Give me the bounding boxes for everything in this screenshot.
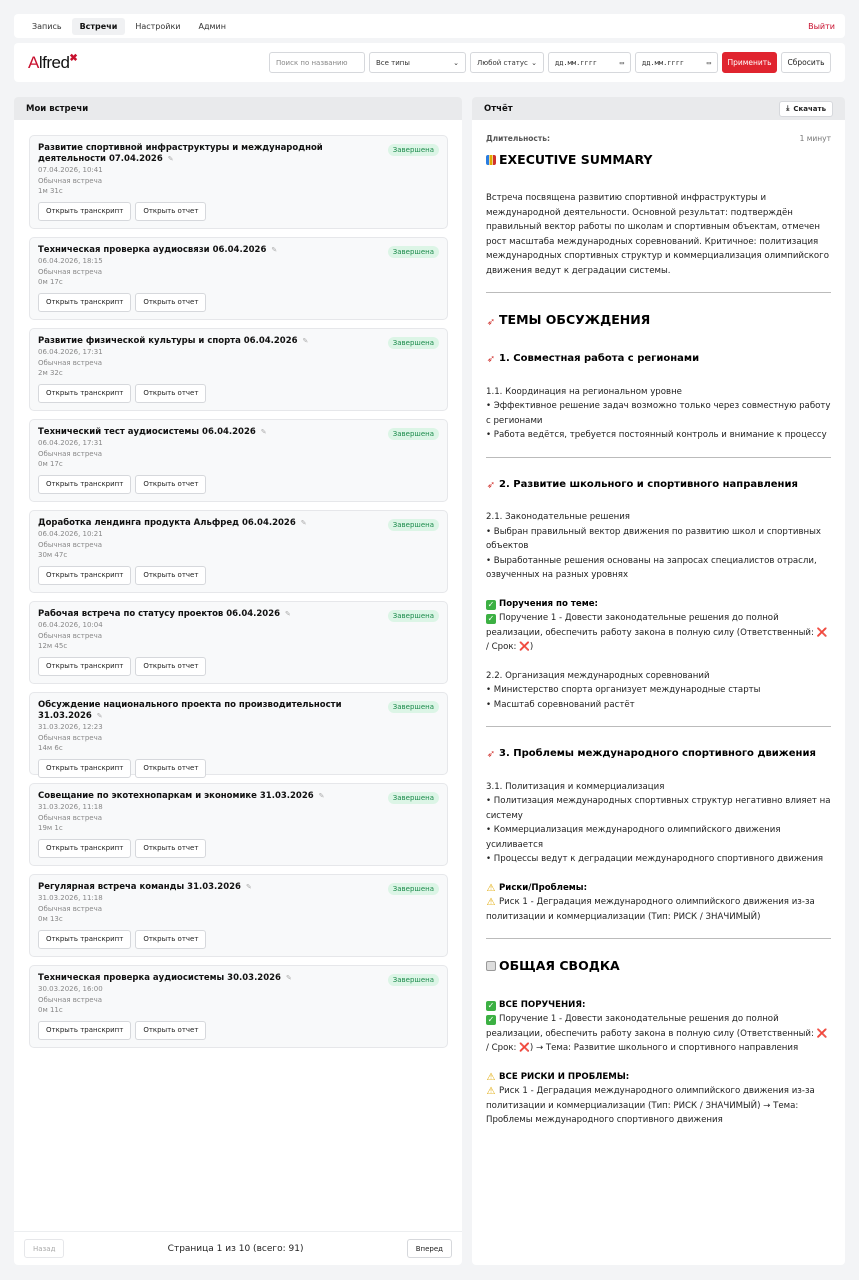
chevron-down-icon: ⌄: [531, 58, 537, 67]
duration-label: Длительность:: [486, 134, 550, 143]
open-transcript-button[interactable]: Открыть транскрипт: [38, 759, 131, 778]
meeting-type: Обычная встреча: [38, 176, 103, 185]
meeting-title[interactable]: [38, 973, 373, 984]
meeting-date: 06.04.2026, 18:15: [38, 257, 103, 265]
download-button[interactable]: [779, 101, 833, 117]
pin-icon: ➶: [486, 479, 496, 491]
report-paragraph: [486, 399, 831, 428]
status-badge: Завершена: [388, 792, 439, 804]
report-paragraph: [486, 881, 831, 896]
logo-mark: ✖: [69, 52, 78, 64]
meeting-type: Обычная встреча: [38, 904, 103, 913]
tab-record[interactable]: Запись: [32, 21, 62, 31]
meeting-type: Обычная встреча: [38, 631, 103, 640]
check-icon: ✓: [487, 614, 495, 623]
report-paragraph: [486, 780, 831, 795]
reset-button[interactable]: Сбросить: [781, 52, 831, 73]
edit-pencil-icon[interactable]: ✎: [271, 246, 278, 254]
report-text: Риск 1 - Деградация международного олимпийского движения из-за политизации и коммерциализации (Тип: РИСК / ЗНАЧИМЫЙ): [486, 897, 815, 922]
report-text: Поручения по теме:: [499, 598, 598, 609]
meeting-card: [29, 601, 448, 684]
date-from-value: дд.мм.гггг: [555, 58, 598, 67]
spacer: [486, 583, 831, 597]
open-report-button[interactable]: Открыть отчет: [135, 202, 206, 221]
meeting-duration: 0м 17с: [38, 278, 63, 286]
open-report-button[interactable]: Открыть отчет: [135, 293, 206, 312]
meeting-duration: 0м 11с: [38, 1006, 63, 1014]
meeting-type: Обычная встреча: [38, 358, 103, 367]
report-text: • Процессы ведут к деградации международного спортивного движения: [486, 854, 824, 864]
status-select-value: Любой статус: [477, 58, 528, 67]
meeting-list: [14, 120, 462, 1048]
meeting-actions: [38, 930, 439, 949]
report-paragraph: [486, 998, 831, 1013]
meeting-date: 31.03.2026, 11:18: [38, 803, 103, 811]
meeting-type: Обычная встреча: [38, 540, 103, 549]
logout-link[interactable]: Выйти: [808, 21, 835, 31]
open-report-button[interactable]: Открыть отчет: [135, 475, 206, 494]
check-icon: ✓: [487, 1015, 495, 1024]
calendar-icon[interactable]: ▭: [706, 58, 711, 67]
edit-pencil-icon[interactable]: ✎: [318, 792, 325, 800]
warning-icon: ⚠: [486, 897, 496, 908]
meeting-title-text: Технический тест аудиосистемы 06.04.2026: [38, 427, 256, 437]
logo-letter: A: [28, 52, 39, 72]
report-panel: [472, 97, 845, 1265]
status-badge: Завершена: [388, 428, 439, 440]
report-header: [472, 97, 845, 120]
meeting-date: 06.04.2026, 17:31: [38, 348, 103, 356]
meeting-card: [29, 135, 448, 229]
edit-pencil-icon[interactable]: ✎: [285, 610, 291, 618]
open-report-button[interactable]: Открыть отчет: [135, 566, 206, 585]
meeting-actions: [38, 566, 439, 585]
report-text: 2.1. Законодательные решения: [486, 512, 630, 522]
meeting-duration: 0м 17с: [38, 460, 63, 468]
meeting-duration: 0м 13с: [38, 915, 63, 923]
status-badge: Завершена: [388, 337, 439, 349]
report-paragraph: [486, 611, 831, 655]
topic-heading: [486, 747, 831, 762]
status-badge: Завершена: [388, 701, 439, 713]
meeting-title[interactable]: [38, 882, 373, 893]
report-paragraph: [486, 895, 831, 924]
open-report-button[interactable]: Открыть отчет: [135, 384, 206, 403]
download-icon: ⤓: [786, 104, 790, 112]
edit-pencil-icon[interactable]: ✎: [285, 974, 292, 982]
report-text: • Работа ведётся, требуется постоянный контроль и внимание к процессу: [486, 430, 827, 440]
meeting-actions: [38, 839, 439, 858]
pin-icon: ➶: [486, 317, 496, 328]
check-icon: ✓: [487, 1000, 495, 1010]
section-heading: [486, 313, 831, 328]
tab-meetings[interactable]: Встречи: [72, 18, 126, 35]
meeting-title[interactable]: [38, 609, 373, 620]
warning-icon: ⚠: [486, 882, 496, 894]
report-text: 2.2. Организация международных соревнований: [486, 670, 710, 681]
meeting-title[interactable]: [38, 336, 373, 347]
report-paragraph: [486, 554, 831, 583]
status-badge: Завершена: [388, 246, 439, 258]
status-badge: Завершена: [388, 974, 439, 986]
spacer: [486, 1056, 831, 1070]
report-text: 3. Проблемы международного спортивного движения: [499, 748, 816, 759]
download-label: Скачать: [793, 104, 826, 113]
meeting-date: 06.04.2026, 10:21: [38, 530, 103, 538]
open-transcript-button[interactable]: Открыть транскрипт: [38, 1021, 131, 1040]
report-paragraph: [486, 191, 831, 278]
edit-pencil-icon[interactable]: ✎: [96, 712, 103, 720]
report-paragraph: [486, 698, 831, 713]
meeting-title[interactable]: [38, 427, 373, 438]
meeting-date: 30.03.2026, 16:00: [38, 985, 103, 993]
edit-pencil-icon[interactable]: ✎: [300, 519, 307, 527]
report-paragraph: [486, 1084, 831, 1128]
meetings-panel-title: Мои встречи: [14, 97, 462, 120]
report-text: • Политизация международных спортивных структур негативно влияет на систему: [486, 796, 831, 821]
pin-icon: ➶: [486, 354, 496, 365]
report-text: 3.1. Политизация и коммерциализация: [486, 781, 665, 792]
meeting-title-text: Обсуждение национального проекта по производительности 31.03.2026: [38, 700, 342, 721]
memo-icon: [486, 961, 496, 971]
open-report-button[interactable]: Открыть отчет: [135, 930, 206, 949]
report-text: ВСЕ ПОРУЧЕНИЯ:: [499, 999, 586, 1010]
report-text: 2. Развитие школьного и спортивного направления: [499, 478, 798, 490]
next-page-button[interactable]: Вперед: [407, 1239, 452, 1258]
section-heading: [486, 959, 831, 974]
meeting-title[interactable]: [38, 700, 373, 722]
meetings-panel: [14, 97, 462, 1265]
open-transcript-button[interactable]: Открыть транскрипт: [38, 930, 131, 949]
open-report-button[interactable]: Открыть отчет: [135, 839, 206, 858]
report-text: Риски/Проблемы:: [499, 882, 588, 893]
spacer: [486, 867, 831, 881]
report-paragraph: [486, 597, 831, 612]
logo: [28, 53, 77, 73]
report-text: 1.1. Координация на региональном уровне: [486, 386, 682, 397]
meeting-card: [29, 510, 448, 593]
meeting-type: Обычная встреча: [38, 449, 103, 458]
report-text: 1. Совместная работа с регионами: [499, 353, 700, 364]
report-paragraph: [486, 428, 831, 443]
date-to-value: дд.мм.гггг: [642, 58, 685, 67]
meeting-title-text: Совещание по экотехнопаркам и экономике 31.03.2026: [38, 791, 314, 801]
edit-pencil-icon[interactable]: ✎: [302, 337, 309, 345]
meeting-card: [29, 419, 448, 502]
open-transcript-button[interactable]: Открыть транскрипт: [38, 293, 131, 312]
filters: [269, 52, 831, 73]
meeting-actions: [38, 657, 439, 676]
report-text: Встреча посвящена развитию спортивной инфраструктуры и международной деятельности. Основной результат: подтверждён правильный вектор работы по школам и спортивным объектам, отмечен рост масштаба международных соревнований. Критичное: политизация международных спортивных структур и коммерциализация олимпийского движения ведут к деградации системы.: [486, 193, 829, 276]
edit-pencil-icon[interactable]: ✎: [167, 155, 174, 163]
report-text: • Выработанные решения основаны на запросах специалистов отрасли, озвученных на разных уровнях: [486, 555, 817, 580]
apply-button[interactable]: Применить: [722, 52, 777, 73]
tab-settings[interactable]: Настройки: [135, 21, 181, 31]
report-text: • Коммерциализация международного олимпийского движения усиливается: [486, 825, 781, 850]
status-badge: Завершена: [388, 144, 439, 156]
report-paragraph: [486, 852, 831, 867]
open-transcript-button[interactable]: Открыть транскрипт: [38, 839, 131, 858]
meeting-date: 06.04.2026, 17:31: [38, 439, 103, 447]
meeting-title-text: Развитие физической культуры и спорта 06.04.2026: [38, 336, 298, 346]
meeting-actions: [38, 293, 439, 312]
report-paragraph: [486, 823, 831, 852]
calendar-icon[interactable]: ▭: [619, 58, 624, 67]
type-select-value: Все типы: [376, 58, 410, 67]
meeting-card: [29, 237, 448, 320]
report-text: • Эффективное решение задач возможно только через совместную работу с регионами: [486, 401, 831, 426]
meeting-title-text: Техническая проверка аудиосвязи 06.04.2026: [38, 245, 267, 255]
status-badge: Завершена: [388, 883, 439, 895]
meeting-title-text: Техническая проверка аудиосистемы 30.03.2026: [38, 973, 281, 983]
meeting-actions: [38, 759, 439, 778]
divider: [486, 726, 831, 727]
report-text: • Министерство спорта организует международные старты: [486, 685, 761, 695]
report-text: ТЕМЫ ОБСУЖДЕНИЯ: [499, 312, 651, 327]
meeting-actions: [38, 202, 439, 221]
report-paragraph: [486, 385, 831, 400]
page-info: Страница 1 из 10 (всего: 91): [167, 1243, 304, 1254]
date-to-input[interactable]: [635, 52, 718, 73]
report-title: Отчёт: [484, 103, 513, 114]
meeting-duration: 19м 1с: [38, 824, 63, 832]
meeting-duration: 1м 31с: [38, 187, 63, 195]
report-text: EXECUTIVE SUMMARY: [499, 151, 653, 167]
report-content: [472, 120, 845, 1140]
meeting-card: [29, 783, 448, 866]
meeting-title[interactable]: [38, 791, 373, 802]
meeting-type: Обычная встреча: [38, 733, 103, 742]
meeting-duration: 30м 47с: [38, 551, 68, 559]
edit-pencil-icon[interactable]: ✎: [245, 883, 252, 891]
meeting-actions: [38, 384, 439, 403]
meeting-actions: [38, 475, 439, 494]
warning-icon: ⚠: [486, 1071, 496, 1083]
meeting-title[interactable]: [38, 245, 373, 256]
meeting-card: [29, 328, 448, 411]
report-paragraph: [486, 794, 831, 823]
section-heading: [486, 153, 831, 168]
report-text: • Выбран правильный вектор движения по развитию школ и спортивных объектов: [486, 526, 822, 551]
warning-icon: ⚠: [486, 1086, 496, 1097]
meeting-title[interactable]: [38, 143, 373, 165]
report-text: Риск 1 - Деградация международного олимпийского движения из-за политизации и коммерциализации (Тип: РИСК / ЗНАЧИМЫЙ) → Тема: Проблемы международного спортивного движения: [486, 1086, 815, 1125]
report-text: Поручение 1 - Довести законодательные решения до полной реализации, обеспечить работу закона в полную силу (Ответственный: ❌ / Срок: ❌): [486, 613, 828, 652]
pin-icon: ➶: [486, 749, 496, 760]
status-badge: Завершена: [388, 610, 439, 622]
tab-admin[interactable]: Админ: [198, 21, 226, 31]
meeting-title-text: Доработка лендинга продукта Альфред 06.04.2026: [38, 518, 296, 528]
divider: [486, 457, 831, 458]
edit-pencil-icon[interactable]: ✎: [260, 428, 267, 436]
meeting-title-text: Регулярная встреча команды 31.03.2026: [38, 882, 241, 892]
open-report-button[interactable]: Открыть отчет: [135, 1021, 206, 1040]
top-nav: [14, 14, 845, 38]
divider: [486, 292, 831, 293]
check-icon: ✓: [487, 599, 495, 609]
report-paragraph: [486, 510, 831, 525]
meeting-type: Обычная встреча: [38, 995, 103, 1004]
report-text: ОБЩАЯ СВОДКА: [499, 958, 620, 973]
chevron-down-icon: ⌄: [453, 58, 459, 67]
topic-heading: [486, 352, 831, 367]
report-text: ВСЕ РИСКИ И ПРОБЛЕМЫ:: [499, 1071, 630, 1082]
report-text: • Масштаб соревнований растёт: [486, 699, 635, 710]
meeting-card: [29, 965, 448, 1048]
meeting-type: Обычная встреча: [38, 267, 103, 276]
meeting-duration: 12м 45с: [38, 642, 68, 650]
meeting-date: 31.03.2026, 11:18: [38, 894, 103, 902]
meeting-type: Обычная встреча: [38, 813, 103, 822]
meeting-title-text: Рабочая встреча по статусу проектов 06.04.2026: [38, 609, 281, 619]
meeting-duration: 14м 6с: [38, 744, 63, 752]
open-report-button[interactable]: Открыть отчет: [135, 759, 206, 778]
meeting-title-text: Развитие спортивной инфраструктуры и международной деятельности 07.04.2026: [38, 143, 323, 164]
divider: [486, 938, 831, 939]
report-text: Поручение 1 - Довести законодательные решения до полной реализации, обеспечить работу закона в полную силу (Ответственный: ❌ / Срок: ❌) → Тема: Развитие школьного и спортивного направления: [486, 1014, 828, 1053]
search-input[interactable]: Поиск по названию: [269, 52, 365, 73]
open-transcript-button[interactable]: Открыть транскрипт: [38, 384, 131, 403]
open-transcript-button[interactable]: Открыть транскрипт: [38, 566, 131, 585]
prev-page-button[interactable]: Назад: [24, 1239, 64, 1258]
status-badge: Завершена: [388, 519, 439, 531]
open-transcript-button[interactable]: Открыть транскрипт: [38, 202, 131, 221]
spacer: [486, 655, 831, 669]
date-from-input[interactable]: [548, 52, 631, 73]
report-paragraph: [486, 1070, 831, 1085]
type-select[interactable]: [369, 52, 466, 73]
meeting-duration: 2м 32с: [38, 369, 63, 377]
report-paragraph: [486, 525, 831, 554]
bar-chart-icon: [486, 155, 496, 165]
logo-text: lfred: [38, 52, 70, 72]
meeting-card: [29, 874, 448, 957]
meeting-date: 31.03.2026, 12:23: [38, 723, 103, 731]
duration-value: 1 минут: [799, 134, 831, 143]
status-select[interactable]: [470, 52, 544, 73]
report-paragraph: [486, 669, 831, 684]
open-transcript-button[interactable]: Открыть транскрипт: [38, 475, 131, 494]
report-paragraph: [486, 1012, 831, 1056]
duration-row: [486, 132, 831, 147]
header: [14, 43, 845, 82]
topic-heading: [486, 478, 831, 493]
meeting-card: [29, 692, 448, 775]
pagination: [14, 1231, 462, 1265]
meeting-title[interactable]: [38, 518, 373, 529]
meeting-date: 07.04.2026, 10:41: [38, 166, 103, 174]
open-transcript-button[interactable]: Открыть транскрипт: [38, 657, 131, 676]
meeting-actions: [38, 1021, 439, 1040]
meeting-date: 06.04.2026, 10:04: [38, 621, 103, 629]
open-report-button[interactable]: Открыть отчет: [135, 657, 206, 676]
report-paragraph: [486, 683, 831, 698]
